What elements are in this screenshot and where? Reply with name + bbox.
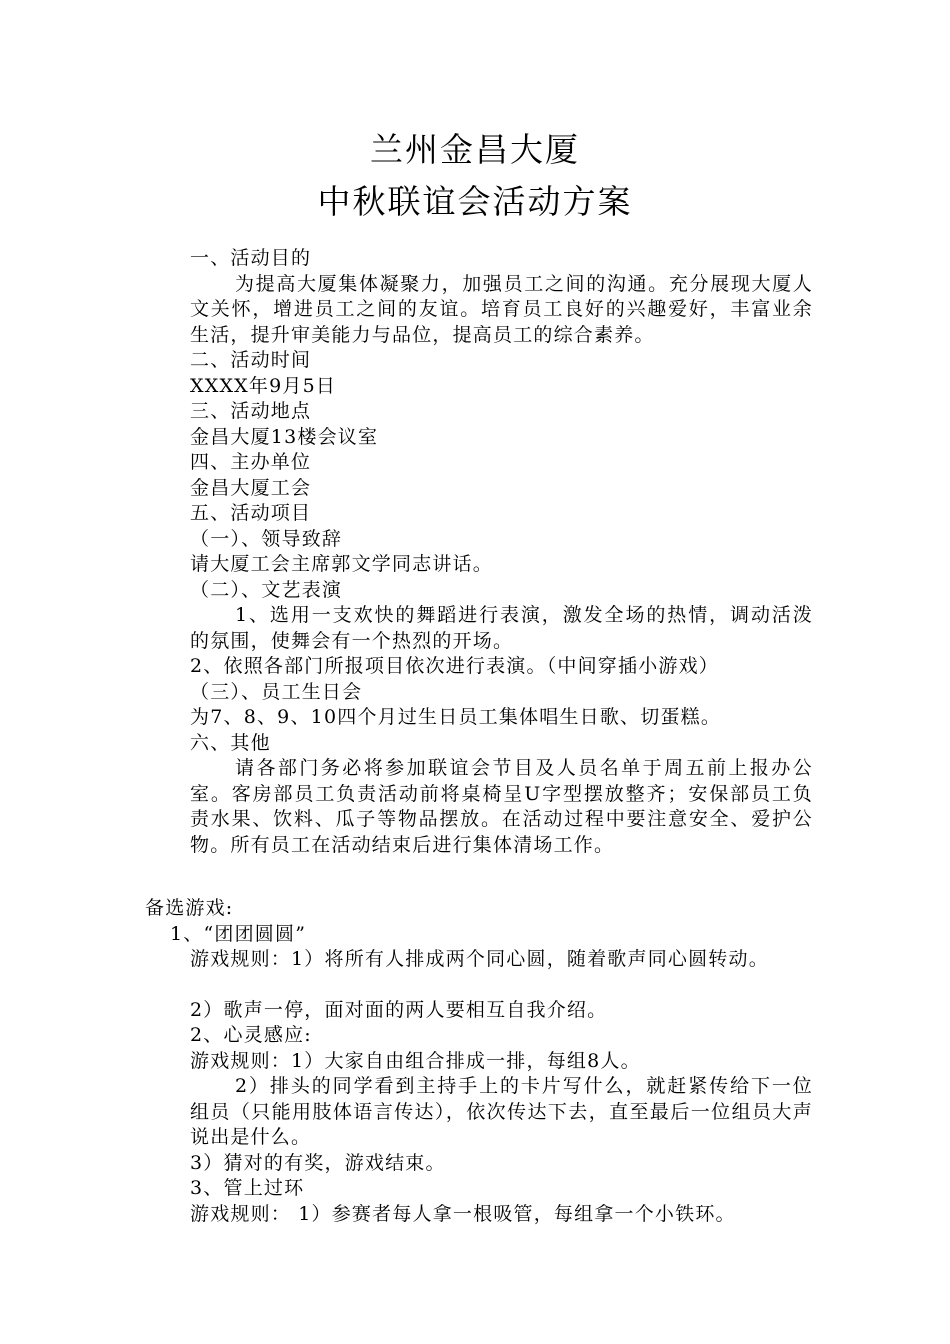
other-text: 请各部门务必将参加联谊会节目及人员名单于周五前上报办公室。客房部员工负责活动前将桌椅呈U字型摆放整齐；安保部员工负责水果、饮料、瓜子等物品摆放。在活动过程中要注意安全、爱护公物。所有员工在活动结束后进行集体清场工作。	[190, 757, 813, 856]
item3-text: 为7、8、9、10四个月过生日员工集体唱生日歌、切蛋糕。	[190, 706, 722, 728]
game1-rule2: 2）歌声一停，面对面的两人要相互自我介绍。	[190, 998, 608, 1021]
item3-heading: （三）、员工生日会	[190, 680, 363, 703]
game3-title: 3、管上过环	[190, 1177, 305, 1199]
place-heading: 三、活动地点	[190, 400, 312, 422]
item2-text1: 1、选用一支欢快的舞蹈进行表演，激发全场的热情，调动活泼的氛围，使舞会有一个热烈的开场。	[190, 604, 813, 652]
spacer	[145, 858, 813, 896]
item1-heading: （一）、领导致辞	[190, 527, 343, 550]
games-heading: 备选游戏:	[145, 897, 234, 919]
item1-text: 请大厦工会主席郭文学同志讲话。	[190, 553, 494, 575]
game2-rule2: 2）排头的同学看到主持手上的卡片写什么，就赶紧传给下一位组员（只能用肢体语言传达），依次传达下去，直至最后一位组员大声说出是什么。	[190, 1075, 813, 1148]
game1-rule1: 游戏规则：1）将所有人排成两个同心圆，随着歌声同心圆转动。	[190, 948, 769, 970]
spacer	[145, 973, 813, 998]
purpose-text: 为提高大厦集体凝聚力，加强员工之间的沟通。充分展现大厦人文关怀，增进员工之间的友谊。培育员工良好的兴趣爱好，丰富业余生活，提升审美能力与品位，提高员工的综合素养。	[190, 272, 813, 346]
time-heading: 二、活动时间	[190, 349, 312, 371]
time-text: XXXX年9月5日	[190, 374, 337, 397]
document-title-line2: 中秋联谊会活动方案	[317, 182, 633, 221]
item2-heading: （二）、文艺表演	[190, 578, 343, 601]
host-text: 金昌大厦工会	[190, 476, 312, 499]
document-body	[145, 246, 813, 1227]
items-heading: 五、活动项目	[190, 502, 312, 524]
game3-rule1: 游戏规则： 1）参赛者每人拿一根吸管，每组拿一个小铁环。	[190, 1202, 736, 1225]
host-heading: 四、主办单位	[190, 451, 312, 473]
purpose-heading: 一、活动目的	[190, 247, 312, 269]
game2-title: 2、心灵感应:	[190, 1024, 312, 1046]
document-title-line1: 兰州金昌大厦	[370, 130, 580, 169]
game2-rule1: 游戏规则：1）大家自由组合排成一排，每组8人。	[190, 1049, 641, 1072]
game1-title: 1、“团团圆圆”	[170, 922, 307, 945]
other-heading: 六、其他	[190, 731, 271, 754]
item2-text2: 2、依照各部门所报项目依次进行表演。（中间穿插小游戏）	[190, 655, 719, 677]
game2-rule3: 3）猜对的有奖，游戏结束。	[190, 1151, 446, 1174]
place-text: 金昌大厦13楼会议室	[190, 425, 379, 448]
